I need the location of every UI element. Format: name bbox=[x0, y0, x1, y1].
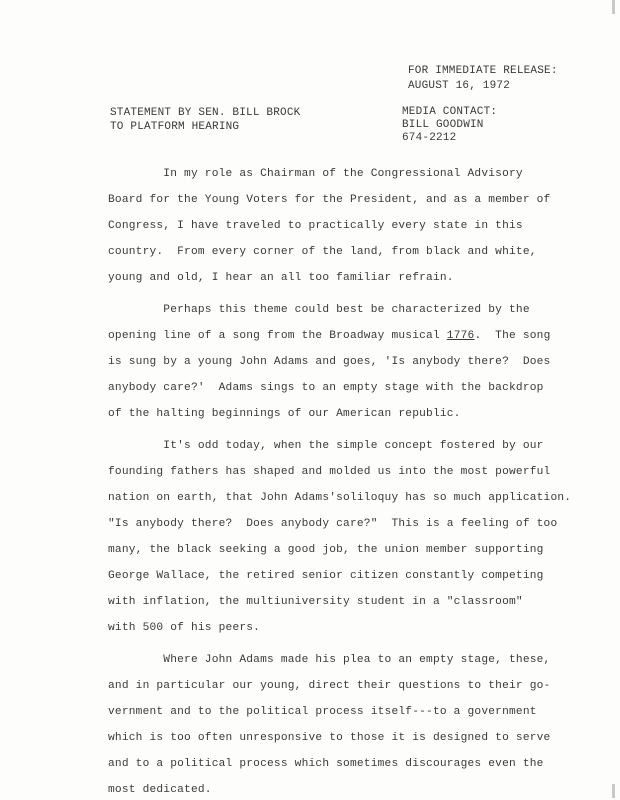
statement-subtitle: TO PLATFORM HEARING bbox=[110, 121, 240, 133]
body-line: vernment and to the political process itself---to a government bbox=[108, 706, 537, 718]
body-line bbox=[108, 323, 551, 349]
body-line-text: opening line of a song from the Broadway musical bbox=[108, 330, 447, 342]
statement-title-block bbox=[110, 106, 300, 134]
body-line: Congress, I have traveled to practically every state in this bbox=[108, 220, 523, 232]
media-contact-block bbox=[402, 106, 497, 145]
body-line: "Is anybody there? Does anybody care?" This is a feeling of too bbox=[108, 518, 558, 530]
media-contact-phone: 674-2212 bbox=[402, 132, 457, 144]
body-line: most dedicated. bbox=[108, 784, 212, 796]
body-line: It's odd today, when the simple concept fostered by our bbox=[108, 440, 544, 452]
body-line: Perhaps this theme could best be characterized by the bbox=[108, 304, 530, 316]
media-contact-label: MEDIA CONTACT: bbox=[402, 106, 498, 118]
body-line: with inflation, the multiuniversity student in a "classroom" bbox=[108, 596, 523, 608]
scan-edge-mark bbox=[612, 784, 615, 798]
body-line: and to a political process which sometimes discourages even the bbox=[108, 758, 544, 770]
body-line: In my role as Chairman of the Congressional Advisory bbox=[108, 168, 523, 180]
body-line-text: . The song bbox=[474, 330, 551, 342]
body-line: Where John Adams made his plea to an empty stage, these, bbox=[108, 654, 551, 666]
body-line: Board for the Young Voters for the President, and as a member of bbox=[108, 194, 551, 206]
statement-title: STATEMENT BY SEN. BILL BROCK bbox=[110, 107, 301, 119]
body-line: nation on earth, that John Adams'soliloquy has so much application. bbox=[108, 492, 572, 504]
release-label: FOR IMMEDIATE RELEASE: bbox=[408, 65, 558, 77]
body-line: many, the black seeking a good job, the union member supporting bbox=[108, 544, 544, 556]
musical-title: 1776 bbox=[446, 330, 475, 342]
body-line: anybody care?' Adams sings to an empty stage with the backdrop bbox=[108, 382, 544, 394]
body-line: and in particular our young, direct their questions to their go- bbox=[108, 680, 551, 692]
body-line: founding fathers has shaped and molded us into the most powerful bbox=[108, 466, 551, 478]
scan-edge-mark bbox=[612, 0, 615, 14]
body-line: young and old, I hear an all too familiar refrain. bbox=[108, 272, 454, 284]
body-line: which is too often unresponsive to those it is designed to serve bbox=[108, 732, 551, 744]
release-date: AUGUST 16, 1972 bbox=[408, 80, 511, 92]
body-line: is sung by a young John Adams and goes, 'Is anybody there? Does bbox=[108, 356, 551, 368]
body-line: with 500 of his peers. bbox=[108, 622, 261, 634]
release-block bbox=[408, 64, 558, 94]
body-line: of the halting beginnings of our American republic. bbox=[108, 408, 461, 420]
media-contact-name: BILL GOODWIN bbox=[402, 119, 484, 131]
body-line: country. From every corner of the land, from black and white, bbox=[108, 246, 537, 258]
body-line: George Wallace, the retired senior citizen constantly competing bbox=[108, 570, 544, 582]
